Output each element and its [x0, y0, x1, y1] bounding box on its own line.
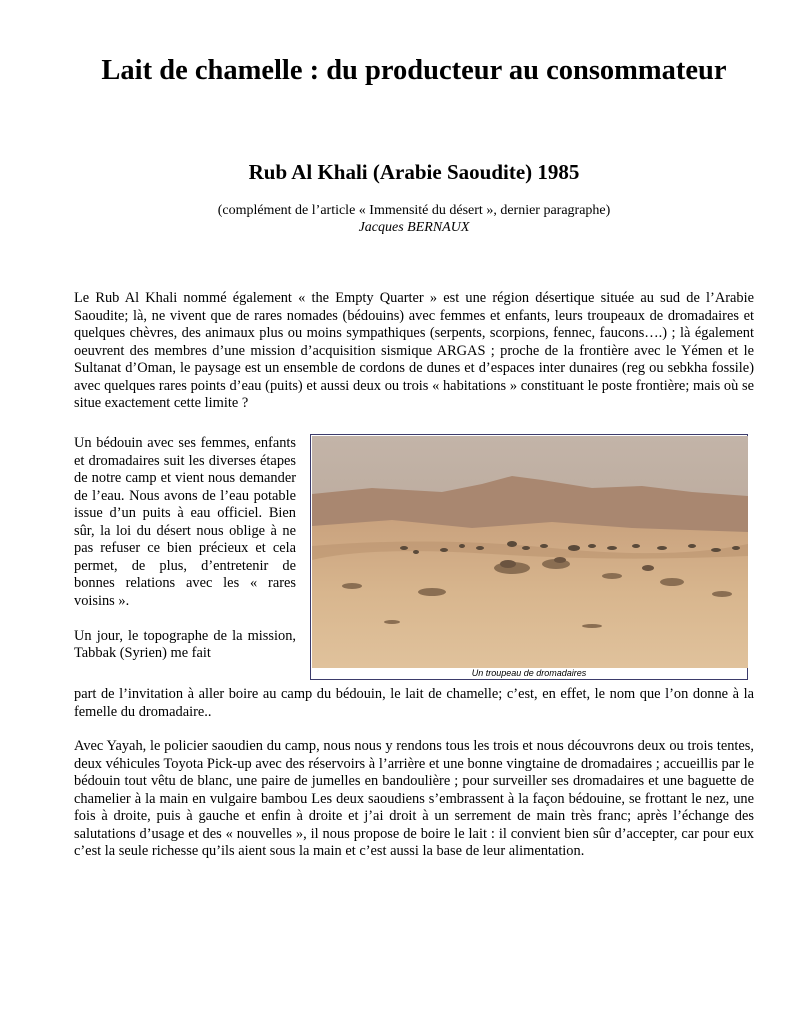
- complement-note: (complément de l’article « Immensité du désert », dernier paragraphe): [217, 203, 611, 218]
- article-note: [74, 202, 754, 236]
- author-name: Jacques BERNAUX: [358, 220, 470, 235]
- desert-photo-image: [312, 436, 748, 668]
- paragraph-intro: Le Rub Al Khali nommé également « the Empty Quarter » est une région désertique située au sud de l’Arabie Saoudite; là, ne vivent que de rares nomades (bédouins) avec femmes et enfants, leurs troupeaux de dromadaires et quelques chèvres, des animaux plus ou moins sympathiques (serpents, scorpions, fennec, faucons….) ; là également oeuvrent des membres d’une mission d’acquisition sismique ARGAS ; proche de la frontière avec le Yémen et le Sultanat d’Oman, le paysage est un ensemble de cordons de dunes et d’espaces inter dunaires (reg ou sebkha fossile) avec quelques rares points d’eau (puits) et aussi deux ou trois « habitations » constituant le poste frontière; mais où se situe exactement cette limite ?: [74, 290, 754, 411]
- paragraph-bedouin: Un bédouin avec ses femmes, enfants et dromadaires suit les diverses étapes de notre camp et vient nous demander de l’eau. Nous avons de l’eau potable issue d’un puits à eau officiel. Bien sûr, la loi du désert nous oblige à ne pas refuser ce bien précieux et cela permet, de plus, d’entretenir de bonnes relations avec les « rares voisins ».: [74, 435, 296, 609]
- page-title: Lait de chamelle : du producteur au consommateur: [101, 55, 727, 86]
- page-subtitle: Rub Al Khali (Arabie Saoudite) 1985: [248, 160, 580, 184]
- paragraph-visit: Avec Yayah, le policier saoudien du camp, nous nous y rendons tous les trois et nous découvrons deux ou trois tentes, deux véhicules Toyota Pick-up avec des réservoirs à l’arrière et une bonne vingtaine de dromadaires ; accueillis par le bédouin tout vêtu de blanc, une paire de jumelles en bandoulière ; pour surveiller ses dromadaires et une baguette de chamelier à la main en vulgaire bambou Les deux saoudiens s’embrassent à la façon bédouine, se frottant le nez, une fois à droite, puis à gauche et enfin à droite et j’ai droit à un serrement de main très franc; après l’échange des salutations d’usage et des « nouvelles », il nous propose de boire le lait : il convient bien sûr d’accepter, car pour eux c’est la seule richesse qu’ils aient sous la main et c’est aussi la base de leur alimentation.: [74, 738, 754, 859]
- paragraph-topographer-rest: part de l’invitation à aller boire au camp du bédouin, le lait de chamelle; c’est, en effet, le nom que l’on donne à la femelle du dromadaire..: [74, 686, 754, 720]
- camel-herd-photo: [310, 434, 748, 680]
- paragraph-topographer-start: Un jour, le topographe de la mission, Tabbak (Syrien) me fait: [74, 627, 296, 661]
- photo-caption: Un troupeau de dromadaires: [471, 668, 587, 678]
- left-column-text: [74, 435, 296, 663]
